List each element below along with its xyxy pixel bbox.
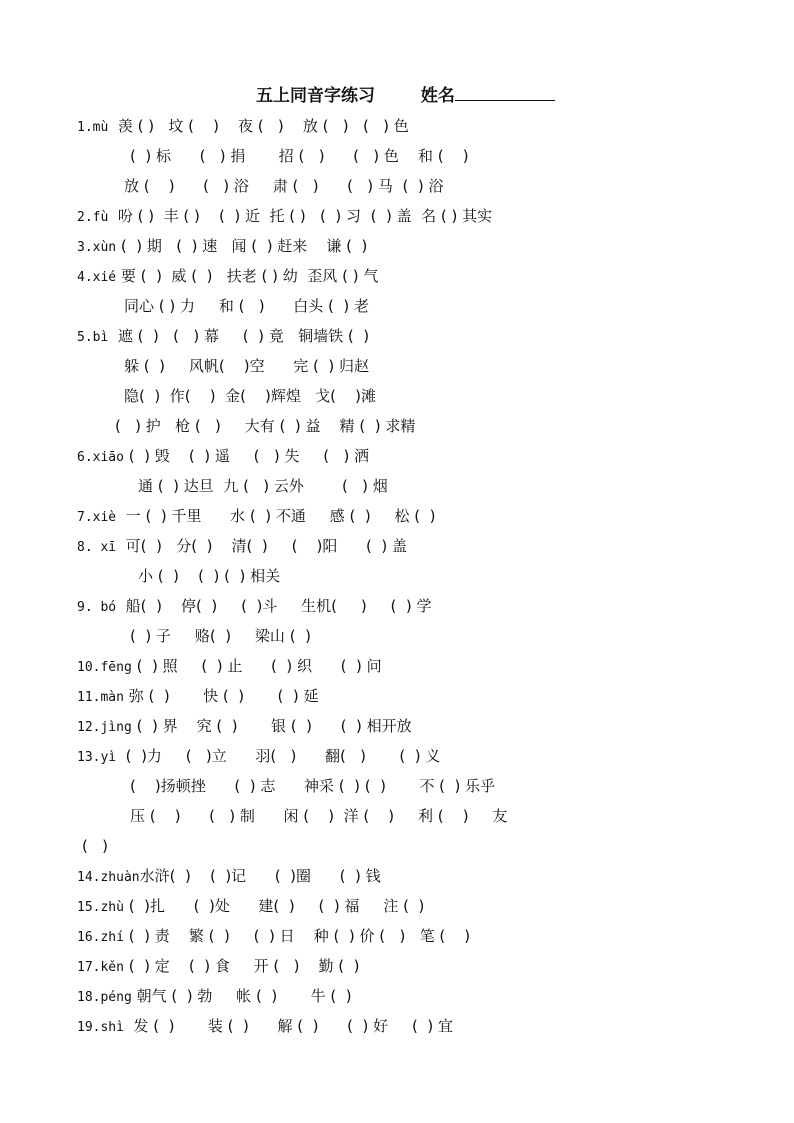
exercise-text: 水浒( ) ( )记 ( )圈 ( ) 钱 [139,867,381,885]
exercise-text: 发 ( ) 装 ( ) 解 ( ) ( ) 好 ( ) 宜 [123,1017,453,1035]
exercise-line [0,171,794,201]
exercise-text: 放 ( ) ( ) 浴 肃 ( ) ( ) 马 ( ) 浴 [124,177,444,195]
exercise-number: 10.fēng [77,660,132,675]
exercise-text: ( ) 标 ( ) 捐 招 ( ) ( ) 色 和 ( ) [130,147,469,165]
exercise-number: 4.xié [77,270,117,285]
exercise-line [0,531,794,561]
exercise-text: 朝气 ( ) 勃 帐 ( ) 牛 ( ) [131,987,352,1005]
exercise-line [0,831,794,861]
exercise-text: ( ) 护 枪 ( ) 大有 ( ) 益 精 ( ) 求精 [115,417,416,435]
exercise-text: ( ) 期 ( ) 速 闻 ( ) 赶来 谦 ( ) [116,237,368,255]
page-title: 五上同音字练习 [256,86,375,106]
exercise-number: 12.jìng [77,720,132,735]
exercise-number: 14.zhuàn [77,870,140,885]
exercise-text: ( ) [82,837,109,855]
exercise-text: 可( ) 分( ) 清( ) ( )阳 ( ) 盖 [116,537,408,555]
exercise-text: ( )力 ( )立 羽( ) 翻( ) ( ) 义 [116,747,441,765]
exercise-line [0,1011,794,1041]
exercise-line [0,591,794,621]
exercise-text: 同心 ( ) 力 和 ( ) 白头 ( ) 老 [124,297,370,315]
exercise-line [0,801,794,831]
exercise-line [0,201,794,231]
exercise-line [0,261,794,291]
exercise-text: ( )扬顿挫 ( ) 志 神采 ( ) ( ) 不 ( ) 乐乎 [130,777,496,795]
exercise-number: 13.yì [77,750,117,765]
exercise-number: 11.màn [77,690,124,705]
exercise-number: 9. bó [77,600,117,615]
exercise-line [0,951,794,981]
exercise-line [0,351,794,381]
exercise-text: ( ) 毁 ( ) 遥 ( ) 失 ( ) 洒 [123,447,370,465]
exercise-line [0,711,794,741]
exercise-text: 压 ( ) ( ) 制 闲 ( ) 洋 ( ) 利 ( ) 友 [130,807,508,825]
exercise-line [0,741,794,771]
exercise-line [0,681,794,711]
exercise-text: 船( ) 停( ) ( )斗 生机( ) ( ) 学 [116,597,432,615]
exercise-text: ( )扎 ( )处 建( ) ( ) 福 注 ( ) [123,897,425,915]
exercise-text: 羡 ( ) 坟 ( ) 夜 ( ) 放 ( ) ( ) 色 [108,117,409,135]
exercise-line [0,291,794,321]
exercise-text: ( ) 界 究 ( ) 银 ( ) ( ) 相开放 [131,717,412,735]
exercise-line [0,141,794,171]
exercise-text: 通 ( ) 达旦 九 ( ) 云外 ( ) 烟 [138,477,388,495]
exercise-line [0,471,794,501]
exercise-text: 隐( ) 作( ) 金( )辉煌 戈( )滩 [124,387,376,405]
exercise-text: 要 ( ) 威 ( ) 扶老 ( ) 幼 歪风 ( ) 气 [116,267,379,285]
exercise-line [0,111,794,141]
exercise-text: 吩 ( ) 丰 ( ) ( ) 近 托 ( ) ( ) 习 ( ) 盖 名 ( ) 其实 [108,207,493,225]
exercise-line [0,411,794,441]
exercise-line [0,231,794,261]
exercise-text: ( ) 定 ( ) 食 开 ( ) 勤 ( ) [123,957,360,975]
exercise-line [0,381,794,411]
exercise-number: 1.mù [77,120,109,135]
exercise-line [0,321,794,351]
exercise-list [0,111,794,1041]
exercise-line [0,981,794,1011]
exercise-number: 15.zhù [77,900,124,915]
exercise-number: 8. xī [77,540,117,555]
exercise-text: ( ) 责 繁 ( ) ( ) 日 种 ( ) 价 ( ) 笔 ( ) [123,927,471,945]
exercise-number: 3.xùn [77,240,117,255]
name-blank-line[interactable] [455,82,555,101]
exercise-line [0,621,794,651]
exercise-line [0,561,794,591]
exercise-line [0,501,794,531]
exercise-number: 2.fù [77,210,109,225]
exercise-text: ( ) 子 赂( ) 梁山 ( ) [130,627,311,645]
exercise-line [0,891,794,921]
exercise-number: 18.péng [77,990,132,1005]
exercise-line [0,441,794,471]
exercise-line [0,651,794,681]
exercise-text: 弥 ( ) 快 ( ) ( ) 延 [123,687,319,705]
exercise-number: 19.shì [77,1020,124,1035]
exercise-line [0,771,794,801]
exercise-text: 一 ( ) 千里 水 ( ) 不通 感 ( ) 松 ( ) [116,507,436,525]
exercise-number: 16.zhí [77,930,124,945]
exercise-number: 17.kěn [77,960,124,975]
exercise-line [0,861,794,891]
name-label: 姓名 [420,86,455,106]
exercise-text: 遮 ( ) ( ) 幕 ( ) 竟 铜墙铁 ( ) [108,327,370,345]
exercise-number: 5.bì [77,330,109,345]
exercise-number: 6.xiāo [77,450,124,465]
exercise-text: 躲 ( ) 风帆( )空 完 ( ) 归赵 [124,357,370,375]
exercise-number: 7.xiè [77,510,117,525]
exercise-text: ( ) 照 ( ) 止 ( ) 织 ( ) 问 [131,657,382,675]
exercise-line [0,921,794,951]
header [256,82,555,108]
exercise-text: 小 ( ) ( ) ( ) 相关 [138,567,281,585]
